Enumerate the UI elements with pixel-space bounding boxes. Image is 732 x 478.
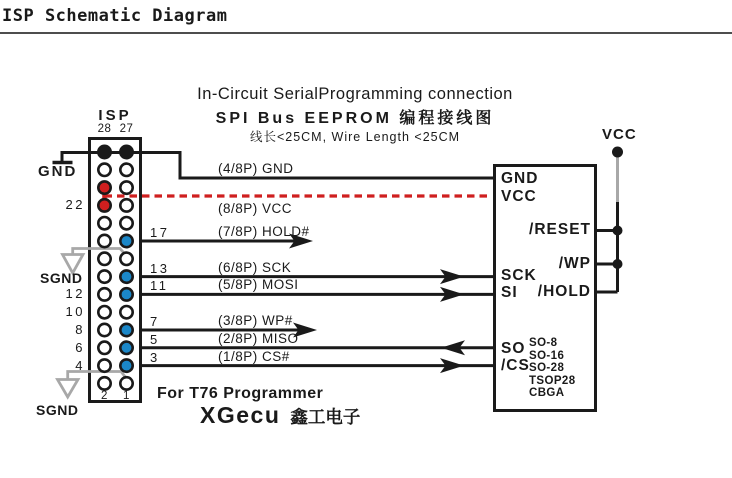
chip-pin-si: SI [501, 284, 518, 301]
left-pin-label-8: 8 [75, 322, 85, 337]
footer-programmer-text: For T76 Programmer [157, 385, 324, 402]
chip-pin-wp: /WP [558, 255, 591, 272]
vcc-net-label: (8/8P) VCC [218, 201, 293, 216]
pullup-vcc-label: VCC [602, 126, 637, 143]
gnd-net-label: (4/8P) GND [218, 161, 294, 176]
sgnd-top-label: SGND [40, 270, 83, 286]
brand-xgecu: XGecu [200, 402, 281, 428]
header-line3: 线长<25CM, Wire Length <25CM [249, 130, 461, 144]
left-pin-label-10: 10 [65, 304, 85, 320]
net-label-sck: (6/8P) SCK [218, 259, 292, 275]
net-label-cs: (1/8P) CS# [218, 348, 290, 364]
package-so-28: SO-28 [529, 362, 565, 375]
header-line1: In-Circuit SerialProgramming connection [197, 85, 513, 103]
left-pin-label-22: 22 [65, 197, 85, 213]
isp-connector-title: ISP [98, 107, 132, 124]
package-tsop28: TSOP28 [529, 374, 576, 387]
pin-col-label-1: 1 [123, 390, 130, 402]
pin-label-11: 11 [150, 278, 169, 294]
pin-label-13: 13 [150, 260, 170, 276]
package-cbga: CBGA [529, 387, 565, 400]
package-so-8: SO-8 [529, 337, 558, 349]
sgnd-bottom-label: SGND [36, 402, 79, 418]
net-label-wp: (3/8P) WP# [218, 313, 293, 328]
package-list [529, 337, 576, 400]
left-pin-label-4: 4 [75, 357, 85, 373]
chip-pin-vcc: VCC [501, 188, 537, 205]
page-title: ISP Schematic Diagram [2, 6, 228, 26]
left-pin-label-6: 6 [75, 339, 85, 355]
pin-label-7: 7 [150, 314, 160, 329]
pin-col-label-2: 2 [101, 390, 108, 402]
net-label-mosi: (5/8P) MOSI [218, 277, 299, 293]
chip-pin-gnd: GND [501, 170, 539, 187]
chip-pin-sck: SCK [501, 267, 537, 284]
left-pin-label-12: 12 [65, 286, 85, 302]
brand-row [200, 402, 360, 429]
brand-chinese: 鑫工电子 [290, 407, 361, 427]
pin-col-label-28: 28 [97, 123, 112, 135]
net-label-hold: (7/8P) HOLD# [218, 224, 310, 239]
chip-pin-reset: /RESET [529, 221, 591, 238]
gnd-label: GND [38, 163, 78, 180]
pin-label-17: 17 [150, 225, 170, 240]
package-so-16: SO-16 [529, 349, 565, 362]
pin-label-3: 3 [150, 349, 160, 365]
pin-label-5: 5 [150, 331, 160, 347]
chip-pin-cs: /CS [501, 357, 530, 374]
net-label-miso: (2/8P) MISO [218, 330, 299, 346]
chip-pin-hold: /HOLD [537, 283, 591, 300]
header-line2: SPI Bus EEPROM 编程接线图 [215, 110, 495, 127]
chip-pin-so: SO [501, 340, 526, 357]
pin-col-label-27: 27 [119, 123, 134, 135]
